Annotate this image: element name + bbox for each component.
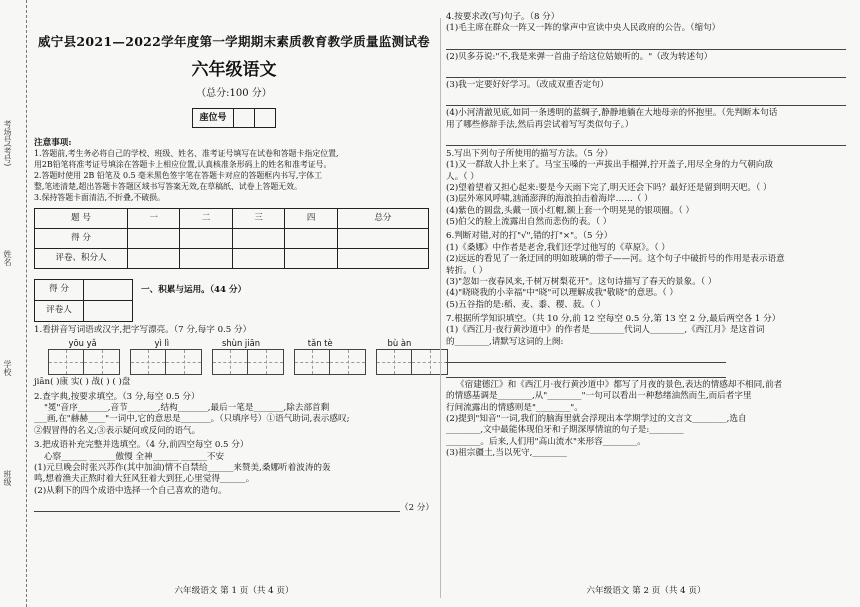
tianzige-row [48,349,434,375]
question-3-idioms: 心察______ ______傲慢 全神______ ______不安 [44,451,225,462]
score-cell[interactable] [232,249,284,269]
pinyin-row [48,338,434,349]
small-label: 评卷人 [35,301,84,322]
question-3-points: （2 分） [400,502,434,513]
section-score-box [34,279,133,322]
score-table [34,208,429,269]
answer-line[interactable] [446,93,846,106]
question-6-line: (4)"晓晓我的小幸福"中"晓"可以理解成我"敬晓"的意思。（ ） [446,288,678,299]
section-1-header [34,269,434,322]
tianzige-cell[interactable] [248,349,284,375]
page-2-footer: 六年级语文 第 2 页（共 4 页） [586,585,706,596]
question-6-line: (5)五谷指的是:稻、麦、黍、稷、菽。（ ） [446,299,606,310]
exam-title: 威宁县2021—2022学年度第一学期期末素质教育教学质量监测试卷 [38,34,430,49]
exam-subtitle: 六年级语文 [191,59,277,80]
seat-digit-box[interactable] [234,108,255,128]
question-5: 5.写出下列句子所使用的描写方法。（5 分） [446,149,613,160]
question-7-line: (3)祖宗疆土,当以死守,________ [446,447,567,458]
seat-label: 座位号 [192,108,233,128]
question-7-line: ________,文中最能体现伯牙和子期深厚情谊的句子是:________ [446,425,684,436]
question-2-line: ___画,在"赫赫____"一词中,它的意思是_______。（只填序号）①语气助词,表示感叹; [34,414,350,425]
section-1-title: 一、积累与运用。（44 分） [141,284,247,295]
score-cell[interactable] [232,229,284,249]
note-line: 用2B铅笔将准考证号填涂在答题卡上相应位置,认真核准条形码上的姓名和准考证号。 [34,160,332,170]
notes [34,149,434,204]
tianzige-cell[interactable] [294,349,330,375]
question-4-4b: 用了哪些修辞手法,然后再尝试着写写类似句子。） [446,119,634,130]
question-7-line: (1)《西江月·夜行黄沙道中》的作者是________代词人________,《西江月》是这首词 [446,325,765,336]
question-6: 6.判断对错,对的打"√",错的打"×"。（5 分） [446,231,613,242]
binding-label-exam-number: 考场号(考号) [3,120,12,167]
note-line: 2.答题时使用 2B 铅笔及 0.5 毫米黑色签字笔在答题卡对应的答题框内书写,字体工 [34,171,323,181]
answer-line[interactable] [446,365,726,378]
score-cell[interactable] [180,249,232,269]
question-5-line: (3)层外寒风呼啸,汹涌澎湃的海浪拍击着海岸……（ ） [446,194,653,205]
question-3-a2: 鸣,想着渔夫正熬时着大狂风狂着大到狂,心里觉得______。 [34,474,255,485]
score-cell[interactable] [180,229,232,249]
small-label: 得 分 [35,280,84,301]
question-3-b: (2)从剩下的四个成语中选择一个自己喜欢的造句。 [34,485,227,496]
binding-label-name: 姓名 [3,250,12,266]
seat-digit-box[interactable] [255,108,276,128]
tianzige-cell[interactable] [376,349,412,375]
question-6-line: (3)"忽如一夜春风来,千树万树梨花开"。这句诗描写了春天的景象。（ ） [446,276,717,287]
question-7-line: 的________,请默写这词的上阕: [446,336,564,347]
question-6-line: (2)远远的看见了一条迂回的明如玻璃的带子——河。这个句子中破折号的作用是表示语意 [446,254,785,265]
score-cell[interactable] [337,229,428,249]
question-7-line: (2)提到"知音"一词,我们的脑海里就会浮现出本学期学过的文言文________,选自 [446,413,747,424]
question-1: 1.看拼音写词语或汉字,把字写漂亮。（7 分,每字 0.5 分） [34,325,252,335]
page-divider [440,18,441,598]
tianzige-cell[interactable] [212,349,248,375]
question-2-line: "冕"音序_______,音节_______,结构_______,最后一笔是_______,除去部首剩 [44,403,330,414]
question-3: 3.把成语补充完整并选填空。（4 分,前四空每空 0.5 分） [34,440,249,451]
question-3-a: (1)元旦晚会时张兴苏作(其中加油)情不自禁给______来赞美,桑娜听着波涛的轰 [34,462,331,473]
note-line: 整,笔迹清楚,超出答题卡答题区域书写答案无效,在草稿纸、试卷上答题无效。 [34,182,302,192]
question-4-2: (2)贝多芬说:"不,我是来弹一首曲子给这位姑娘听的。"（改为转述句） [446,51,713,62]
tianzige-cell[interactable] [130,349,166,375]
total-score: （总分:100 分） [196,87,272,99]
question-5-line: (2)望着望着又担心起来:要是今天雨下完了,明天还会下吗？最好还是留到明天吧。（ ） [446,183,772,194]
question-7-line: 《宿建德江》和《西江月·夜行黄沙道中》都写了月夜的景色,表达的情感却不相同,前者 [456,379,783,390]
small-cell[interactable] [84,301,133,322]
binding-label-school: 学校 [3,360,12,376]
question-2: 2.查字典,按要求填空。（3 分,每空 0.5 分） [34,391,200,402]
score-row-label: 评卷、积分人 [35,249,128,269]
binding-margin [0,0,27,607]
score-header-cell: 总分 [337,209,428,229]
question-3-answer-line [34,497,434,514]
tianzige-cell[interactable] [166,349,202,375]
page-1-footer: 六年级语文 第 1 页（共 4 页） [174,585,294,596]
tianzige-cell[interactable] [330,349,366,375]
score-header-cell: 四 [285,209,337,229]
question-4-3: (3)我一定要好好学习。（改成双重否定句） [446,80,609,91]
question-5-line: (4)紫色的圆盘,头戴一顶小红帽,额上套一个明晃晃的银项圈。（ ） [446,205,695,216]
score-header-cell: 三 [232,209,284,229]
pinyin: tǎn tè [307,338,333,349]
question-6-line: (1)《桑娜》中作者是老舍,我们还学过他写的《草原》。（ ） [446,242,670,253]
score-cell[interactable] [128,249,180,269]
question-5-line: (1)又一群敌人扑上来了。马宝玉嗓的一声拔出手榴弹,拧开盖子,用尽全身的力气朝向敌 [446,160,774,171]
pinyin: yì lì [154,338,170,349]
note-line: 1.答题前,考生务必将自己的学校、班级、姓名、准考证号填写在试卷和答题卡指定位置, [34,149,339,159]
pinyin: yōu yǎ [68,338,97,349]
score-cell[interactable] [285,229,337,249]
question-4-1: (1)毛主席在群众一阵又一阵的掌声中宣读中央人民政府的公告。（缩句） [446,23,721,34]
score-header-cell: 二 [180,209,232,229]
notes-heading: 注意事项: [34,138,72,149]
score-cell[interactable] [128,229,180,249]
question-5-line: (5)伯父的脸上流露出自然而悲伤的表。（ ） [446,217,612,228]
score-header-cell: 题 号 [35,209,128,229]
pinyin: shùn jiān [221,338,261,349]
score-cell[interactable] [337,249,428,269]
tianzige-cell[interactable] [84,349,120,375]
seat-number-box [34,108,434,128]
tianzige-cell[interactable] [412,349,448,375]
score-cell[interactable] [285,249,337,269]
tianzige-cell[interactable] [48,349,84,375]
answer-line[interactable] [446,65,846,78]
binding-label-class: 班级 [3,470,12,486]
page-2 [446,0,846,607]
question-7-line: 行间流露出的情感则是"________"。 [446,402,583,413]
pinyin: bù àn [387,338,412,349]
page-1 [34,0,434,607]
question-4: 4.按要求改(写)句子。（8 分） [446,12,560,22]
small-cell[interactable] [84,280,133,301]
question-6-line: 转折。（ ） [446,265,488,276]
question-2-line: ②假冒得的名义;③表示疑问或反问的语气。 [34,425,201,436]
answer-line[interactable] [34,499,400,512]
question-5-line: 人。（ ） [446,171,479,182]
answer-line[interactable] [446,350,726,363]
question-7-line: 的情感基调是________,从"________"一句可以看出一种愁绪油然而生,而后者字里 [446,391,752,402]
note-line: 3.保持答题卡面清洁,不折叠,不破损。 [34,193,165,203]
answer-line[interactable] [446,133,846,146]
question-4-4: (4)小河清澈见底,如同一条透明的蓝绸子,静静地躺在大地母亲的怀抱里。（先判断本句话 [446,108,778,119]
score-header-cell: 一 [128,209,180,229]
answer-line[interactable] [446,37,846,50]
question-7: 7.根据所学知识填空。（共 10 分,前 12 空每空 0.5 分,第 13 空 2 分,最后两空各 1 分） [446,313,781,324]
score-row-label: 得 分 [35,229,128,249]
question-1-line2: jiān( )康 实( ) 战( ) ( )盘 [34,377,131,388]
question-7-line: ________。后来,人们用"高山流水"来形容________。 [446,436,646,447]
